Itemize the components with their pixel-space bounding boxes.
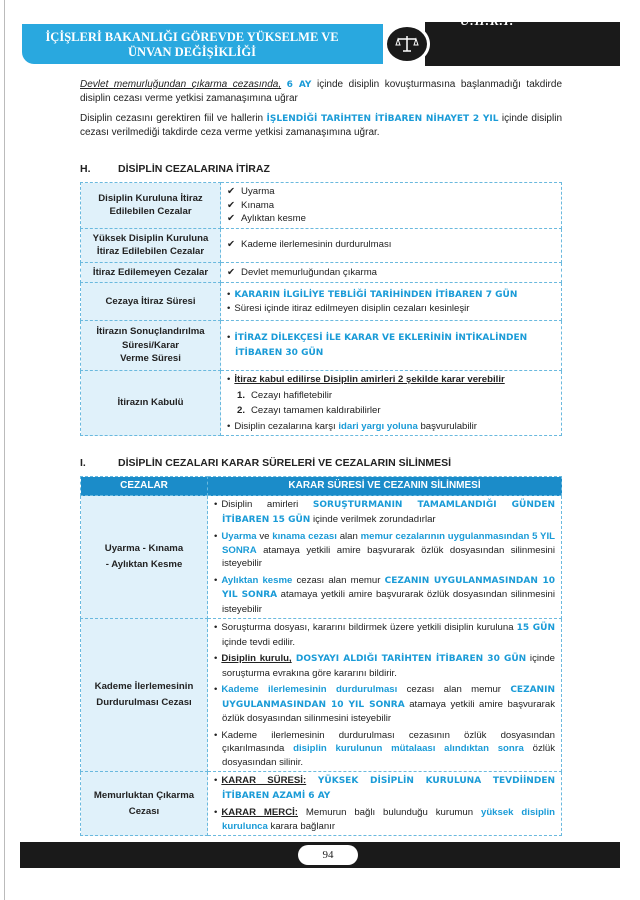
row-label-line-2: Cezası	[128, 805, 160, 817]
intro-p2-text-a: Disiplin cezasını gerektiren fiil ve hallerin	[80, 113, 267, 124]
acceptance-heading: İtiraz kabul edilirse Disiplin amirleri 2 şekilde karar verebilir	[234, 374, 505, 385]
text: özlük dosyasından silinir.	[222, 743, 555, 768]
list-item	[214, 729, 555, 770]
table-row	[81, 496, 562, 619]
table-row	[81, 371, 562, 436]
sub-item-number: 1.	[237, 389, 246, 401]
highlight: yüksek disiplin kurulunca	[222, 807, 555, 832]
sub-item-text: Cezayı tamamen kaldırabilirler	[251, 405, 381, 416]
page-edge-line	[4, 0, 5, 900]
sub-item	[227, 404, 555, 418]
sub-item-text: Cezayı hafifletebilir	[251, 389, 333, 401]
row-value	[221, 283, 562, 321]
section-h-number: H.	[80, 163, 91, 175]
list-item: ✔ Devlet memurluğundan çıkarma	[227, 266, 555, 280]
row-label-line-1: İtirazın Sonuçlandırılma Süresi/Karar	[96, 326, 205, 351]
table-row	[81, 772, 562, 836]
underlined-term: Disiplin kurulu,	[221, 653, 292, 664]
column-header: CEZALAR	[81, 477, 208, 496]
list-item	[227, 331, 555, 360]
text: Disiplin amirleri	[221, 499, 313, 510]
row-label: Yüksek Disiplin Kuruluna İtiraz Edilebilen Cezalar	[81, 228, 221, 262]
page-content	[80, 78, 562, 836]
text: Memurun bağlı bulunduğu kurumun	[298, 807, 481, 818]
list-item	[227, 373, 555, 387]
text: Soruşturma dosyası, kararını bildirmek üzere yetkili disiplin kuruluna	[221, 622, 517, 633]
text: atamaya yetkili amire başvurarak özlük dosyasından silinmesini isteyebilir	[222, 589, 555, 615]
penalty-duration-table	[80, 476, 562, 836]
row-label-line-2: - Aylıktan Kesme	[105, 559, 183, 570]
text: içinde soruşturma evrakına göre kararını bildirir.	[222, 653, 555, 679]
underlined-term: KARAR SÜRESİ:	[221, 775, 307, 786]
list-item: ✔ Uyarma	[227, 185, 555, 199]
text: alan	[336, 531, 361, 542]
row-label: Cezaya İtiraz Süresi	[81, 283, 221, 321]
sub-item-number: 2.	[237, 405, 246, 416]
header-title-line-1: İÇİŞLERİ BAKANLIĞI GÖREVDE YÜKSELME VE	[45, 30, 339, 44]
table-row	[81, 183, 562, 229]
table-row	[81, 262, 562, 283]
highlight: disiplin kurulunun mütalaası alındıktan sonra	[293, 743, 524, 754]
table-header-row	[81, 477, 562, 496]
list-item	[214, 774, 555, 803]
row-label	[81, 619, 208, 772]
text: cezası alan memur	[292, 574, 385, 586]
row-value	[221, 183, 562, 229]
list-item	[214, 683, 555, 726]
decision-period-highlight: İTİRAZ DİLEKÇESİ İLE KARAR VE EKLERİNİN İNTİKALİNDEN İTİBAREN 30 GÜN	[234, 333, 528, 358]
highlight: 15 GÜN	[516, 623, 555, 633]
text: karara bağlanır	[267, 820, 336, 832]
highlight: Aylıktan kesme	[221, 574, 293, 586]
section-h-heading	[80, 162, 562, 176]
highlight: SORUŞTURMANIN TAMAMLANDIĞI GÜNDEN İTİBAREN 15 GÜN	[222, 500, 555, 525]
section-h-title: DİSİPLİN CEZALARINA İTİRAZ	[118, 163, 270, 175]
highlight: CEZANIN UYGULANMASINDAN 10 YIL SONRA	[222, 685, 555, 710]
row-label-line-1: Uyarma - Kınama	[104, 543, 184, 554]
list-item	[227, 288, 555, 303]
row-value	[221, 321, 562, 371]
list-item: ✔ Kınama	[227, 199, 555, 213]
row-value	[221, 262, 562, 283]
list-item	[214, 530, 555, 571]
intro-p1-text: içinde disiplin kovuşturmasına başlanmadığı takdirde disiplin cezası verme yetkisi zamanaşımına uğrar	[80, 79, 563, 104]
row-label-line-1: Memurluktan Çıkarma	[93, 789, 195, 801]
page-header	[20, 22, 620, 66]
list-item: • Süresi içinde itiraz edilmeyen disiplin cezaları kesinleşir	[227, 302, 555, 316]
text: ve	[256, 531, 273, 542]
row-value	[221, 228, 562, 262]
underlined-term: KARAR MERCİ:	[221, 807, 299, 818]
highlight: DOSYAYI ALDIĞI TARİHTEN İTİBAREN 30 GÜN	[291, 654, 527, 664]
text: cezası alan memur	[397, 684, 511, 695]
text: başvurulabilir	[417, 420, 477, 432]
text: atamaya yetkili amire başvurarak özlük dosyasından silinmesini isteyebilir	[222, 698, 555, 724]
list-item	[214, 621, 555, 649]
highlight: YÜKSEK DİSİPLİN KURULUNA TEVDİİNDEN İTİBAREN AZAMİ 6 AY	[222, 776, 555, 801]
row-label-line-1: Kademe İlerlemesinin	[94, 681, 194, 692]
row-label	[81, 772, 208, 836]
intro-p2-highlight: İŞLENDİĞİ TARİHTEN İTİBAREN NİHAYET 2 YIL	[266, 114, 499, 124]
sub-item	[227, 389, 555, 403]
highlight: kınama cezası	[272, 531, 337, 542]
row-value	[221, 371, 562, 436]
scales-of-justice-icon	[384, 24, 430, 64]
table-row	[81, 283, 562, 321]
row-label: Disiplin Kuruluna İtiraz Edilebilen Cezalar	[81, 183, 221, 229]
objection-period-highlight: KARARIN İLGİLİYE TEBLİĞİ TARİHİNDEN İTİBAREN 7 GÜN	[234, 289, 518, 300]
row-label-line-2: Verme Süresi	[120, 353, 181, 365]
list-item	[214, 652, 555, 680]
row-label	[81, 496, 208, 619]
section-i-number: I.	[80, 457, 86, 469]
objection-table	[80, 182, 562, 436]
text: Disiplin cezalarına karşı	[234, 420, 339, 432]
row-value	[208, 496, 562, 619]
section-i-title: DİSİPLİN CEZALARI KARAR SÜRELERİ VE CEZALARIN SİLİNMESİ	[118, 457, 452, 469]
section-i-heading	[80, 456, 562, 470]
highlight: idari yargı yoluna	[338, 420, 418, 432]
text: içinde verilmek zorundadırlar	[310, 513, 436, 525]
list-item: ✔ Aylıktan kesme	[227, 212, 555, 226]
list-item	[214, 806, 555, 833]
table-row	[81, 321, 562, 371]
header-right-banner	[425, 22, 620, 66]
header-title-line-2: ÜNVAN DEĞİŞİKLİĞİ	[128, 45, 256, 59]
row-value	[208, 619, 562, 772]
row-label: İtirazın Kabulü	[81, 371, 221, 436]
text: Kademe ilerlemesinin durdurulması cezasının özlük dosyasından çıkarılmasında	[221, 729, 555, 754]
row-label-line-2: Durdurulması Cezası	[96, 697, 192, 708]
intro-p2-text-b: içinde disiplin cezası verilmediği takdirde ceza verme yetkisi zamanaşımına uğrar.	[80, 113, 563, 138]
page-number: 94	[298, 845, 358, 865]
intro-p1-duration: 6 AY	[286, 80, 312, 90]
row-value	[208, 772, 562, 836]
intro-paragraph-1	[80, 78, 562, 106]
header-title	[42, 30, 342, 60]
list-item	[214, 498, 555, 527]
text: atamaya yetkili amire başvurarak özlük dosyasından silinmesini isteyebilir	[222, 544, 555, 569]
row-label: İtiraz Edilemeyen Cezalar	[81, 262, 221, 283]
header-right-label: U.H.K.İ.	[460, 13, 515, 28]
highlight: CEZANIN UYGULANMASINDAN 10 YIL SONRA	[222, 575, 555, 600]
header-title-banner	[20, 22, 385, 66]
list-item	[227, 420, 555, 434]
highlight: Uyarma	[221, 531, 257, 542]
intro-p1-term: Devlet memurluğundan çıkarma cezasında,	[80, 79, 282, 90]
table-row	[81, 228, 562, 262]
row-label	[81, 321, 221, 371]
list-item	[214, 574, 555, 617]
text: içinde tevdi edilir.	[222, 636, 296, 648]
highlight: memur cezalarının uygulanmasından 5 YIL SONRA	[222, 531, 555, 556]
table-row	[81, 619, 562, 772]
column-header: KARAR SÜRESİ VE CEZANIN SİLİNMESİ	[208, 477, 562, 496]
intro-paragraph-2	[80, 112, 562, 140]
list-item: ✔ Kademe ilerlemesinin durdurulması	[227, 238, 555, 252]
highlight: Kademe ilerlemesinin durdurulması	[221, 684, 398, 695]
